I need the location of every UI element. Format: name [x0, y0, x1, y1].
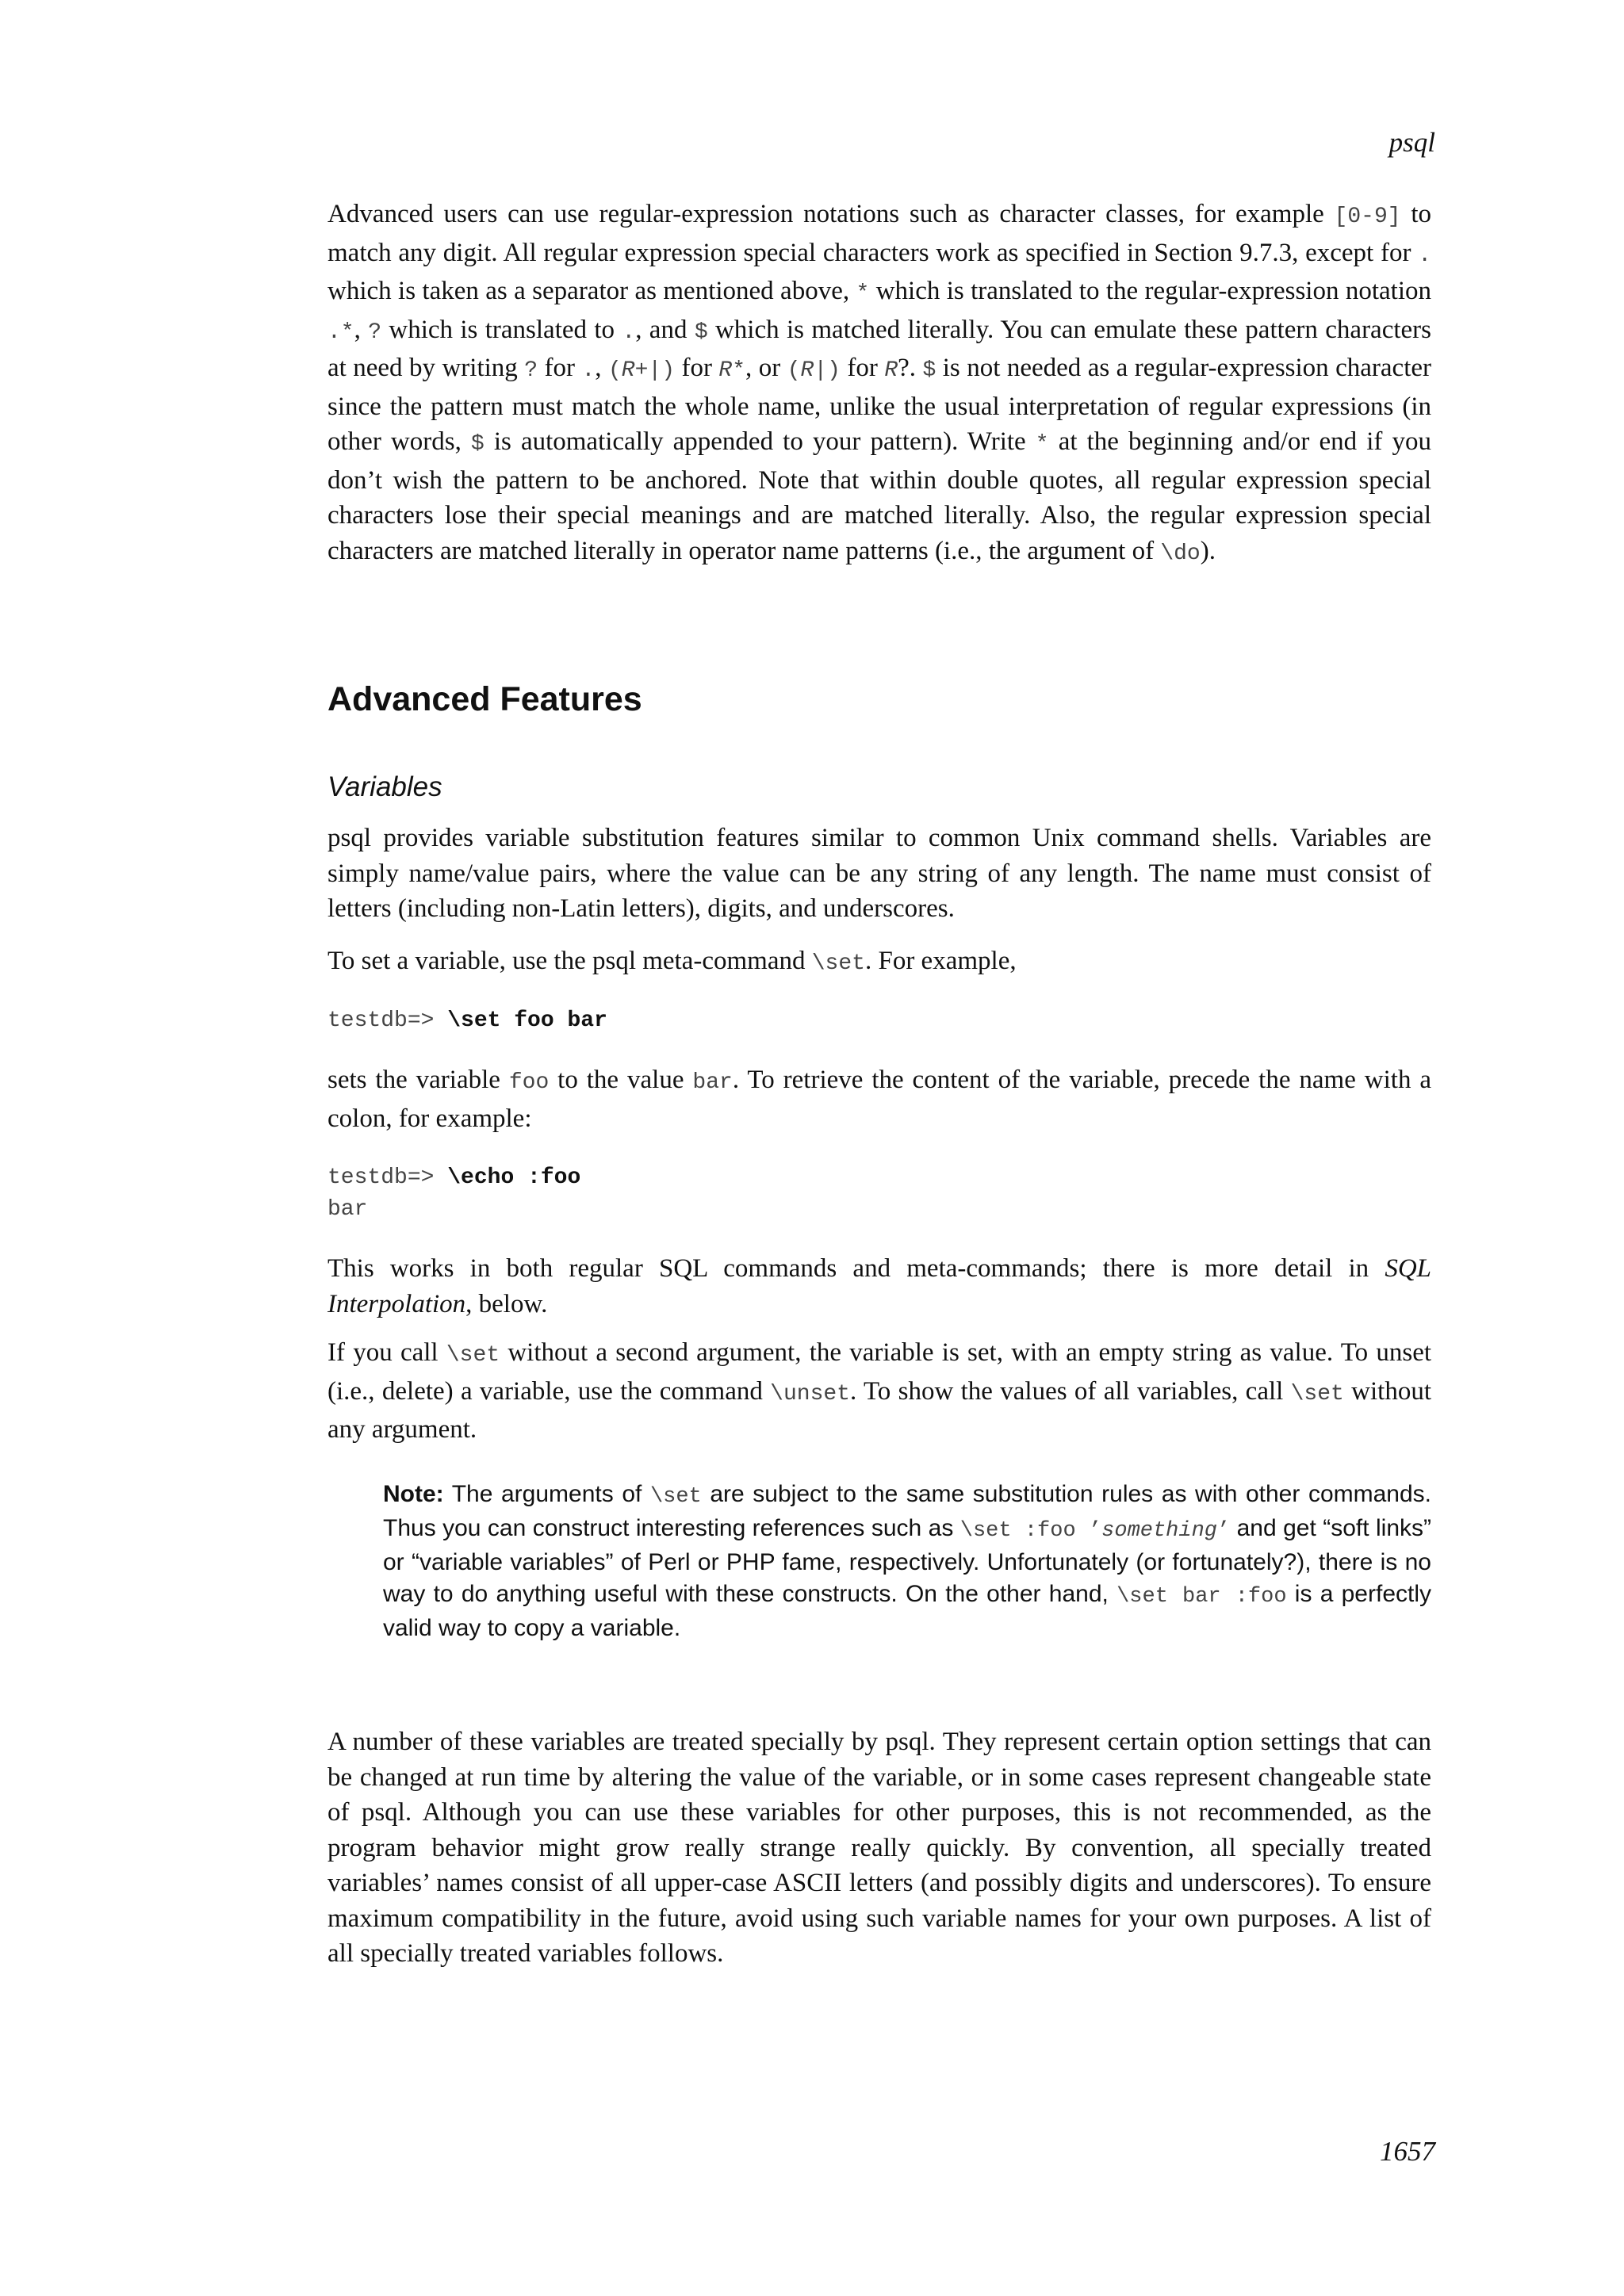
variables-paragraph-1: psql provides variable substitution features similar to common Unix command shells. Variables are simply name/value pairs, where the value can be any string of any length. The name must consist of letters (including non-Latin letters), digits, and underscores. — [327, 824, 1431, 923]
code-example-echo: testdb=> \echo :foo bar — [327, 1165, 581, 1222]
section-heading: Advanced Features — [327, 680, 642, 718]
note-label: Note: — [383, 1481, 444, 1507]
variables-paragraph-6: A number of these variables are treated specially by psql. They represent certain option settings that can be changed at run time by altering the value of the variable, or in some cases represent changeable state of psql. Although you can use these variables for other purposes, this is not recommended, as the program behavior might grow really strange really quickly. By convention, all specially treated variables’ names consist of all upper-case ASCII letters (and possibly digits and underscores). To ensure maximum compatibility in the future, avoid using such variable names for your own purposes. A list of all specially treated variables follows. — [327, 1728, 1431, 1968]
note-block: Note: The arguments of \set are subject to the same substitution rules as with other commands. Thus you can construct interesting references such as \set :foo ’something’ and get “soft links” or “variable variables” of Perl or PHP fame, respectively. Unfortunately (or fortunately?), there is no way to do anything useful with these constructs. On the other hand, \set bar :foo is a perfectly valid way to copy a variable. — [383, 1481, 1432, 1641]
variables-paragraph-3: sets the variable foo to the value bar. To retrieve the content of the variable, precede the name with a colon, for example: — [327, 1066, 1432, 1133]
variables-paragraph-5: If you call \set without a second argument, the variable is set, with an empty string as value. To unset (i.e., delete) a variable, use the command \unset. To show the values of all variables, call \set without any argument. — [327, 1338, 1432, 1444]
variables-paragraph-4: This works in both regular SQL commands and meta-commands; there is more detail in SQL Interpolation, below. — [327, 1254, 1431, 1318]
running-header: psql — [1388, 127, 1435, 158]
intro-paragraph: Advanced users can use regular-expression notations such as character classes, for example [0-9] to match any digit. All regular expression special characters work as specified in Section 9.7.3, except for . which is taken as a separator as mentioned above, * which is translated to the regular-expression notation .*, ? which is translated to ., and $ which is matched literally. You can emulate these pattern characters at need by writing ? for ., (R+|) for R*, or (R|) for R?. $ is not needed as a regular-expression character since the pattern must match the whole name, unlike the usual interpretation of regular expressions (in other words, $ is automatically appended to your pattern). Write * at the beginning and/or end if you don’t wish the pattern to be anchored. Note that within double quotes, all regular expression special characters lose their special meanings and are matched literally. Also, the regular expression special characters are matched literally in operator name patterns (i.e., the argument of \do). — [327, 200, 1432, 566]
code-example-set: testdb=> \set foo bar — [327, 1008, 607, 1033]
variables-paragraph-2: To set a variable, use the psql meta-command \set. For example, — [327, 947, 1017, 976]
page-number: 1657 — [1380, 2136, 1435, 2167]
subsection-heading: Variables — [327, 771, 442, 802]
